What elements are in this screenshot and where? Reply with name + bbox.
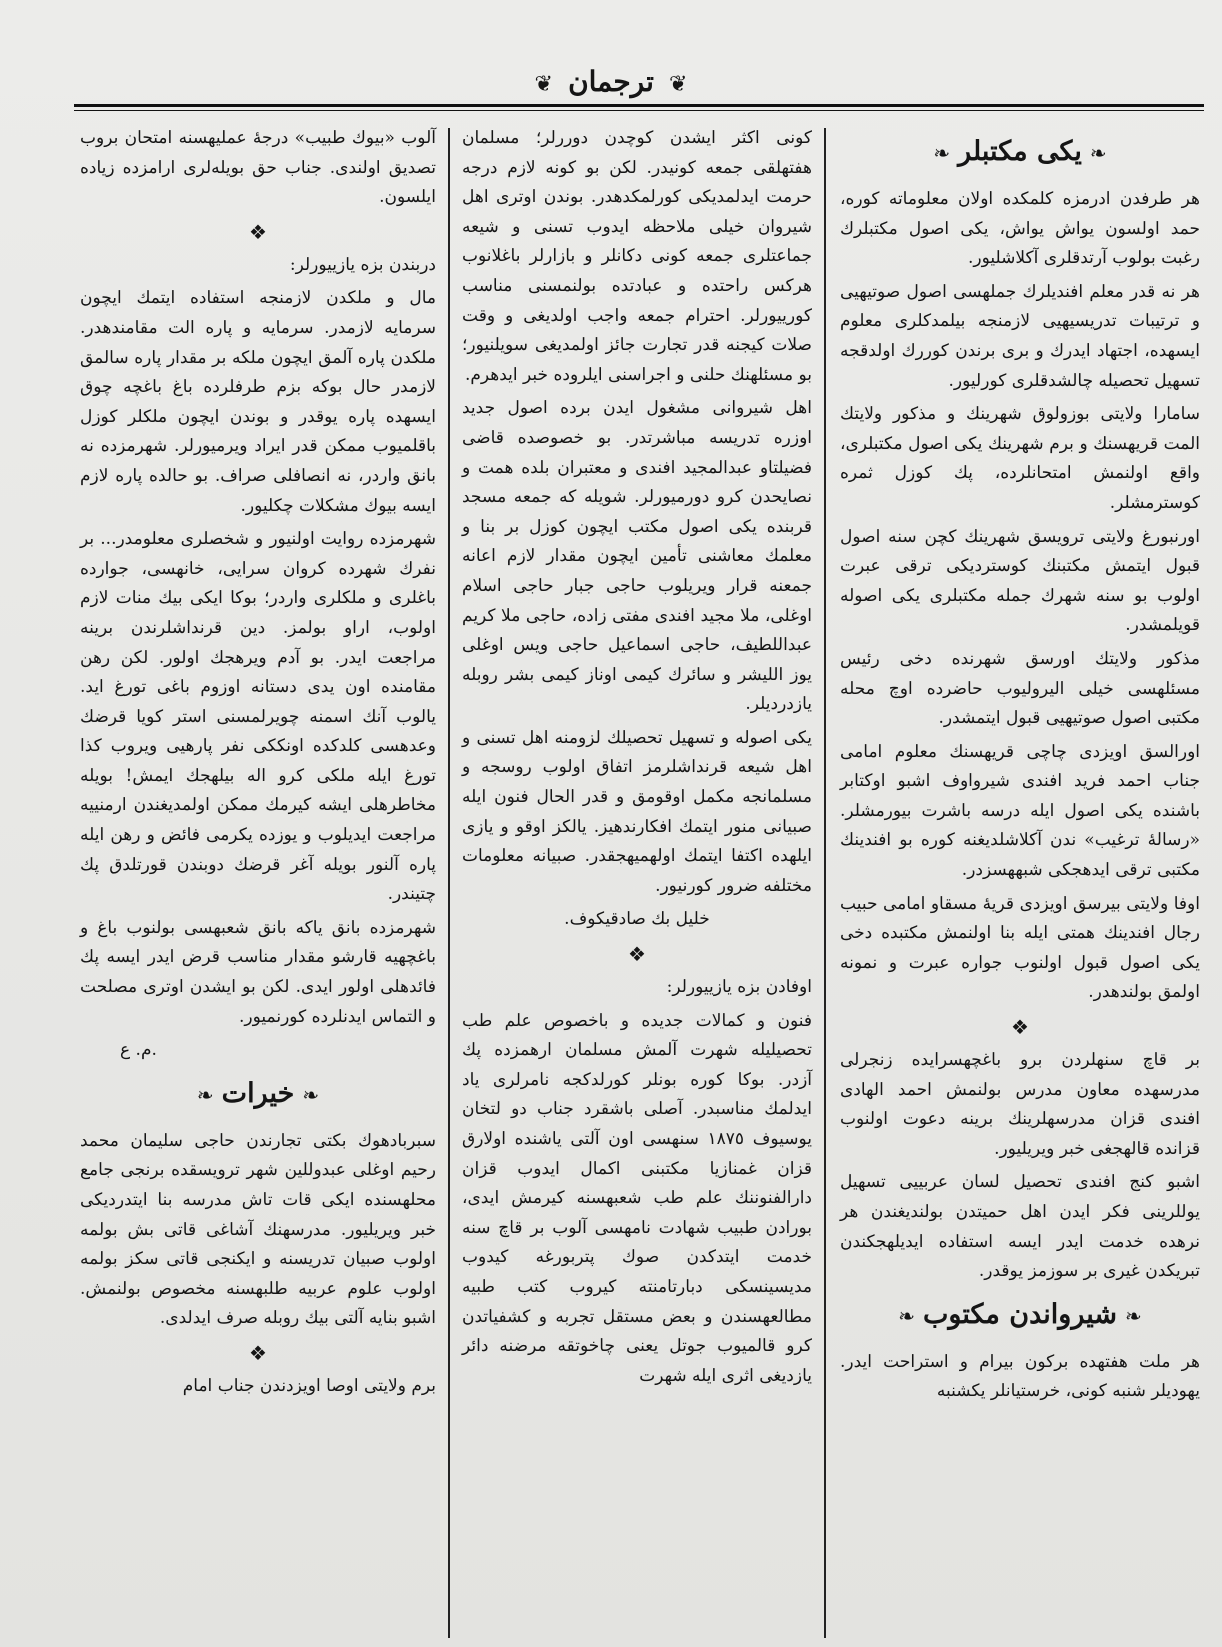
- paragraph: بر قاچ سنهلردن برو باغچهسرایده زنجرلی مدرسهده معاون مدرس بولنمش احمد الهادی افندی قزان مدرسهلرینك برینه دعوت اولنوب قزانده قالهجغی خبر ویریلیور.: [840, 1050, 1200, 1159]
- column-separator-right: [824, 128, 826, 1638]
- section-divider-icon: ❖: [249, 219, 267, 244]
- heading-ornament-icon: ❧: [898, 1303, 915, 1328]
- masthead-rule-thin: [74, 110, 1204, 111]
- paragraph: اهل شیروانی مشغول ایدن برده اصول جدید اوزره تدریسه مباشرتدر. بو خصوصده قاضی فضیلتاو عبدالمجید افندی و معتبران بلده همت و نصایحدن کرو دورمیورلر. شویله که جمعه مسجد قربنده یکی اصول مکتب ایچون کوزل بر بنا و معلمك معاشنی تأمین ایچون مقدار لازم اعانه جمعنه قرار ویریلوب حاجی جبار حاجی اسلام اوغلی، ملا مجید افندی مفتی زاده، حاجی ملا کریم عبداللطیف، حاجی اسماعیل حاجی ویس اوغلی یوز اللیشر و سائرك کیمی اوناز کیمی بشر روبله یازدردیلر.: [462, 398, 812, 715]
- section-divider-icon: ❖: [249, 1340, 267, 1365]
- paragraph: اوفادن بزه یازییورلر:: [666, 977, 812, 998]
- author-initials: م. ع.: [120, 1040, 157, 1061]
- heading-ornament-icon: ❧: [933, 141, 951, 165]
- column-separator-left: [448, 128, 450, 1638]
- paragraph: سبربادهوك بکتی تجارندن حاجی سلیمان محمد رحیم اوغلی عبدوللین شهر ترویسقده برنجی جامع محلهسنده ایکی قات تاش مدرسه بنا ایتدردیکی خبر ویریلیور. مدرسهنك آشاغی قاتی بش بولمه اولوب صبیان تدریسنه و ایکنجی قاتی سکز بولمه اولوب علوم عربیه طلبهسنه مخصوص بولنمش. اشبو بنایه آلتی بیك روبله صرف ایدلدی.: [80, 1130, 436, 1329]
- masthead-ornament-right-icon: ❦: [669, 72, 688, 97]
- paragraph: مذکور ولایتك اورسق شهرنده دخی رئیس مسئلهسی خیلی الیرولیوب حاضرده اوچ محله مکتبی اصول صوتیهیی قبول ایتمشدر.: [840, 648, 1200, 729]
- heading-ornament-icon: ❧: [196, 1082, 214, 1107]
- section-divider-icon: ❖: [1011, 1015, 1029, 1040]
- paragraph: هر ملت هفتهده برکون بیرام و استراحت ایدر. یهودیلر شنبه کونی، خرستیانلر یکشنبه: [840, 1351, 1200, 1402]
- paragraph: اوفا ولایتی بیرسق اویزدی قریهٔ مسقاو امامی حبیب رجال افندینك همتی ایله بنا اولنمش مکتبده دخی یکی اصول قبول اولنوب جواره عبرت و نمونه اولمق بولندهدر.: [840, 893, 1200, 1003]
- paragraph: سامارا ولایتی بوزولوق شهرینك و مذکور ولایتك المت قریهسنك و برم شهرینك یکی اصول مکتبلری، واقع اولنمش امتحانلرده، پك کوزل ثمره کوسترمشلر.: [840, 404, 1200, 513]
- heading-text: شیرواندن مکتوب: [922, 1298, 1117, 1330]
- masthead-ornament-left-icon: ❦: [534, 72, 553, 97]
- heading-ornament-icon: ❧: [1125, 1303, 1142, 1328]
- masthead: [0, 62, 1222, 102]
- paragraph: شهرمزده بانق یاکه بانق شعبهسی بولنوب باغ و باغچهیه قارشو مقدار مناسب قرض ایدر ایسه پك فائدهلی اولور ایدی. لکن بو ایشدن اوتری مصلحت و التماس ایدنلرده کورنمیور.: [80, 917, 436, 1027]
- signature: خلیل بك صادقیکوف.: [564, 909, 710, 930]
- heading-ornament-icon: ❧: [302, 1082, 320, 1107]
- heading-text: خیرات: [221, 1077, 295, 1109]
- article-heading-khayrat: [80, 1074, 436, 1115]
- paragraph: برم ولایتی اوصا اویزدندن جناب امام: [182, 1375, 436, 1396]
- paragraph: فنون و کمالات جدیده و باخصوص علم طب تحصیلیله شهرت آلمش مسلمان ارهمزده پك آزدر. بوکا کوره بونلر کورلدکجه نامرلری یاد ایدلمك مناسبدر. آصلی باشقرد جناب دو لتخان یوسیوف ١٨٧٥ سنهسی اون آلتی یاشنده اولارق قزان غمنازیا مکتبنی اکمال ایدوب قزان دارالفنوننك علم طب شعبهسنه کیرمش ایدی، بورادن طبیب شهادت نامهسی آلوب بر قاچ سنه خدمت ایتدکدن صوك پتربورغه کیدوب مدیسینسکی دبارتامنته کیروب کتب طبیه مطالعهسندن و بعض مستقل تجربه و کشفیاتدن کرو قالمیوب جوتل یعنی چاخوتقه مرضنه دائر یازدیغی اثری ایله شهرت: [462, 1010, 812, 1386]
- paragraph: اورنبورغ ولایتی ترویسق شهرینك کچن سنه اصول قبول ایتمش مکتبنك کوستردیکی ترقی عبرت اولوب بو سنه شهرك جمله مکتبلری یکی اصوله قویلمشدر.: [840, 526, 1200, 636]
- heading-ornament-icon: ❧: [1089, 141, 1107, 165]
- article-heading-shirvan: [840, 1295, 1200, 1336]
- paragraph: اشبو کنج افندی تحصیل لسان عربییی تسهیل یوللرینی فکر ایدن اهل حمیتدن بولندیغندن هر نرهده خدمت ایدر ایسه استفاده ایدیلهجکندن تبریکدن غیری بر سوزمز یوقدر.: [840, 1172, 1200, 1282]
- left-column: [74, 124, 442, 1639]
- paragraph: کونی اکثر ایشدن کوچدن دوررلر؛ مسلمان هفتهلقی جمعه کونیدر. لکن بو کونه لازم درجه حرمت ایدلمدیکی کورلمکدهدر. بوندن اوتری اهل شیروان خیلی ملاحظه ایدوب تسنی و شیعه جماعتلری جمعه کونی دکانلر و بازارلر باغلانوب هرکس راحتده و عبادتده بولنمسنی مناسب کورییورلر. احترام جمعه واجب اولدیغی و وقت صلات کیجنه قدر تجارت جائز اولمدیغی سویلنیور؛ بو مسئلهنك حلنی و اجراسنی ایلروده خبر ایدهرم.: [462, 128, 812, 385]
- right-column: [834, 124, 1206, 1639]
- middle-column: [456, 124, 818, 1639]
- paragraph: آلوب «بیوك طبیب» درجهٔ عملیهسنه امتحان بروب تصدیق اولندی. جناب حق بویله‌لری ارامزده زیاده ایلسون.: [80, 128, 436, 208]
- masthead-rule-thick: [74, 104, 1204, 107]
- paragraph: مال و ملکدن لازمنجه استفاده ایتمك ایچون سرمایه لازمدر. سرمایه و پاره الت مقامندهدر. ملکدن پاره آلمق ایچون ملکه بر مقدار پاره سالمق لازمدر حال بوکه بزم طرفلرده باغ باغچه چوق ایسهده پاره یوقدر و بوندن ایچون ملکلر کوزل باقلمیوب ممکن قدر ایراد ویرمیورلر. شهرمزده نه بانق واردر، نه انصافلی صراف. بو حالده پاره لازم ایسه بیوك مشکلات چکلیور.: [80, 288, 436, 516]
- paragraph: هر نه قدر معلم افندیلرك جملهسی اصول صوتیهیی و ترتیبات تدریسیهیی لازمنجه بیلمدکلری معلوم ایسهده، اجتهاد ایدرك و بری برندن کوررك اولدقجه تسهیل تحصیله چالشدقلری کورلیور.: [840, 281, 1200, 391]
- paragraph: شهرمزده روایت اولنیور و شخصلری معلومدر... بر نفرك شهرده کروان سرایی، خانهسی، جوارده باغلری و ملکلری واردر؛ بوکا ایکی بیك منات لازم اولوب، اراو بولمز. دین قرنداشلرندن برینه مراجعت ایدر. بو آدم ویرهجك اولور. لکن رهن مقامنده اون یدی دستانه اوزوم باغی تورغ اید. یالوب آنك اسمنه چویرلمسنی استر کویا قرضك وعدهسی کلدکده اونککی نفر پارهیی ویروب کذا تورغ ایله ملکی کرو اله بیلهجك ایمش! بویله مخاطرهلی ایشه کیرمك ممکن اولمدیغندن ارمنییه مراجعت ایدیلوب و یوزده یکرمی فائض و رهن ایله پاره آلنور بویله آغر قرضك دوبندن قورتلدق پك چتیندر.: [80, 529, 436, 905]
- section-divider-icon: ❖: [628, 942, 646, 967]
- heading-text: یکی مکتبلر: [958, 136, 1082, 167]
- article-heading-yeni-mektepler: [840, 132, 1200, 173]
- masthead-title: ترجمان: [568, 65, 654, 98]
- paragraph: اورالسق اویزدی چاچی قریهسنك معلوم امامی جناب احمد فرید افندی شیرواوف اشبو اوکتابر باشنده یکی اصول ایله درسه باشرت بیورمشلر. «رسالهٔ ترغیب» ندن آکلاشلدیغنه کوره بو افندینك مکتبی ترقی ایدهجکی شبههسزدر.: [840, 741, 1200, 881]
- paragraph: یکی اصوله و تسهیل تحصیلك لزومنه اهل تسنی و اهل شیعه قرنداشلرمز اتفاق اولوب روسجه و مسلمانجه مکمل اوقومق و قدر الحال فنون ایله صبیانی منور ایتمك افکارندهیز. یالکز اوقو و یازی ایلهده اکتفا ایتمك اولهمیهجقدر. صبیانه معلومات مختلفه ضرور کورنیور.: [462, 727, 812, 896]
- paragraph: دربندن بزه یازییورلر:: [289, 254, 436, 275]
- paragraph: هر طرفدن ادرمزه کلمکده اولان معلوماته کوره، حمد اولسون یواش یواش، یکی اصول مکتبلرك رغبت بولوب آرتدقلری آکلاشلیور.: [840, 189, 1200, 269]
